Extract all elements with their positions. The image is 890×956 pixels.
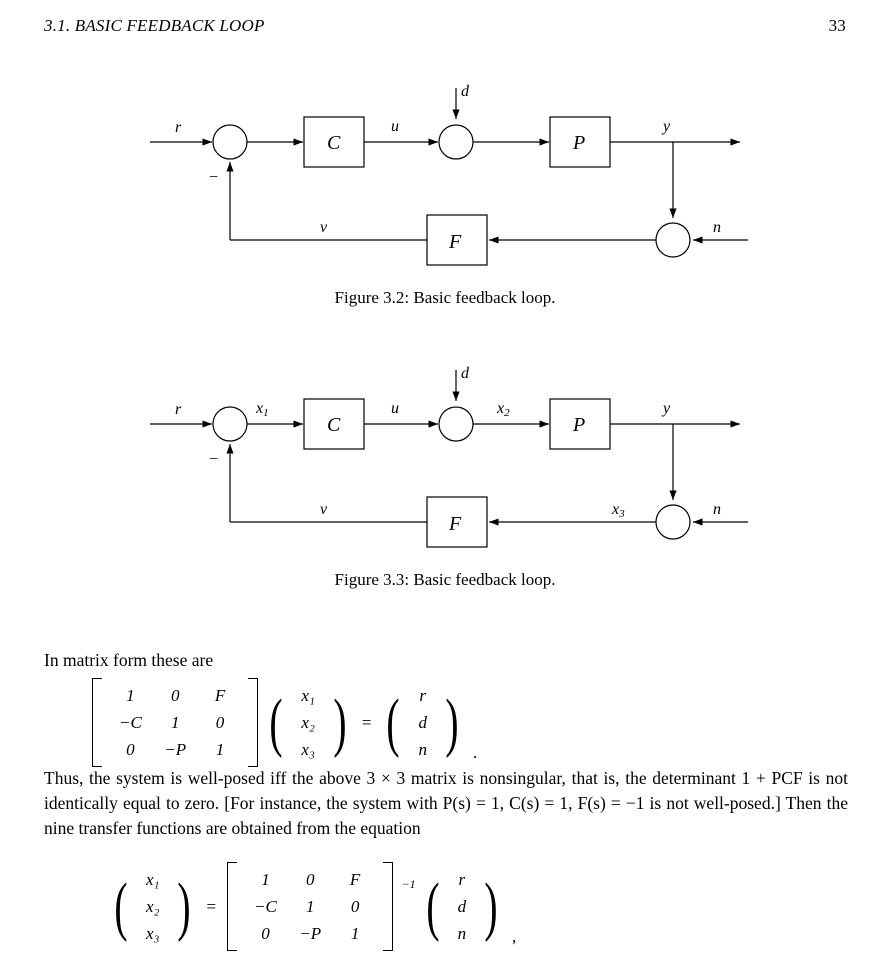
equation-2-matrix: [227, 862, 393, 951]
block-label-c: C: [327, 132, 341, 154]
equation-1-trailing: .: [472, 743, 478, 762]
figure-3-2-caption: Figure 3.2: Basic feedback loop.: [334, 288, 556, 307]
signal-label-d: d: [461, 83, 469, 100]
page-number: 33: [828, 16, 846, 35]
equation-1-vector-b: ( r d n ): [382, 678, 462, 767]
matrix-cell: 0: [350, 897, 360, 916]
equation-1: [92, 678, 477, 767]
equation-2: [110, 862, 516, 951]
signal-label-y: y: [663, 118, 671, 135]
matrix-cell: 0: [170, 686, 180, 705]
equation-2-trailing: ,: [512, 927, 517, 946]
matrix-cell: 0: [261, 924, 270, 943]
matrix-cell: F: [349, 870, 361, 889]
section-title: 3.1. BASIC FEEDBACK LOOP: [44, 16, 265, 35]
matrix-cell: 1: [126, 686, 135, 705]
node-label-x1: x1: [256, 400, 269, 419]
figure-3-3-caption: Figure 3.3: Basic feedback loop.: [334, 570, 556, 589]
matrix-inverse-exponent: −1: [401, 877, 416, 891]
node-label-x3: x3: [612, 501, 625, 520]
equation-2-vector-x: ( x₁ x₂ x₃ ): [110, 862, 195, 951]
block-label-p: P: [573, 414, 586, 436]
equals-sign: =: [361, 712, 372, 732]
signal-label-u: u: [391, 400, 399, 417]
vector-cell: x₃: [145, 924, 160, 943]
body-paragraph: Thus, the system is well-posed iff the above 3 × 3 matrix is nonsingular, that is, the determinant 1 + PCF is not identically equal to zero. [For instance, the system with P(s) = 1, C(s) = 1, F(s) = −1 is not well-posed.] Then the nine transfer functions are obtained from the equation: [44, 768, 848, 838]
vector-cell: r: [458, 870, 466, 889]
signal-label-n: n: [713, 501, 721, 518]
equation-1-vector-x: ( x₁ x₂ x₃ ): [265, 678, 350, 767]
vector-cell: n: [457, 924, 467, 943]
intro-paragraph: In matrix form these are: [44, 650, 214, 670]
vector-cell: x₃: [301, 740, 315, 759]
figure-3-2-diagram: [0, 52, 890, 302]
figure-3-3-diagram: [0, 334, 890, 584]
signal-label-n: n: [713, 219, 721, 236]
matrix-cell: 1: [306, 897, 315, 916]
matrix-cell: 1: [215, 740, 225, 759]
signal-label-y: y: [663, 400, 671, 417]
vector-cell: d: [457, 897, 467, 916]
node-label-x2: x2: [497, 400, 510, 419]
vector-cell: x₁: [301, 686, 315, 705]
vector-cell: r: [419, 686, 427, 705]
running-head: [44, 16, 846, 40]
matrix-cell: F: [214, 686, 226, 705]
matrix-cell: −C: [119, 713, 142, 732]
signal-label-r: r: [175, 401, 182, 418]
matrix-cell: −P: [164, 740, 187, 759]
matrix-cell: 0: [126, 740, 135, 759]
signal-label-v: v: [320, 219, 328, 236]
vector-cell: x₁: [145, 870, 160, 889]
signal-label-u: u: [391, 118, 399, 135]
matrix-cell: 1: [350, 924, 360, 943]
matrix-cell: 0: [215, 713, 225, 732]
vector-cell: x₂: [145, 897, 160, 916]
matrix-cell: 1: [261, 870, 270, 889]
signal-label-r: r: [175, 119, 182, 136]
matrix-cell: 0: [306, 870, 315, 889]
block-label-f: F: [449, 513, 462, 535]
figure-3-2: [0, 52, 890, 302]
minus-sign: −: [208, 169, 219, 186]
block-label-c: C: [327, 414, 341, 436]
equals-sign: =: [206, 896, 217, 916]
signal-label-v: v: [320, 501, 328, 518]
equation-2-vector-b: ( r d n ): [422, 862, 502, 951]
vector-cell: n: [418, 740, 427, 759]
signal-label-d: d: [461, 365, 469, 382]
vector-cell: x₂: [301, 713, 315, 732]
equation-1-matrix: [92, 678, 258, 767]
vector-cell: d: [418, 713, 427, 732]
block-label-p: P: [573, 132, 586, 154]
matrix-cell: −C: [254, 897, 277, 916]
block-label-f: F: [449, 231, 462, 253]
minus-sign: −: [208, 451, 219, 468]
figure-3-3: [0, 334, 890, 584]
matrix-cell: −P: [299, 924, 322, 943]
matrix-cell: 1: [170, 713, 180, 732]
